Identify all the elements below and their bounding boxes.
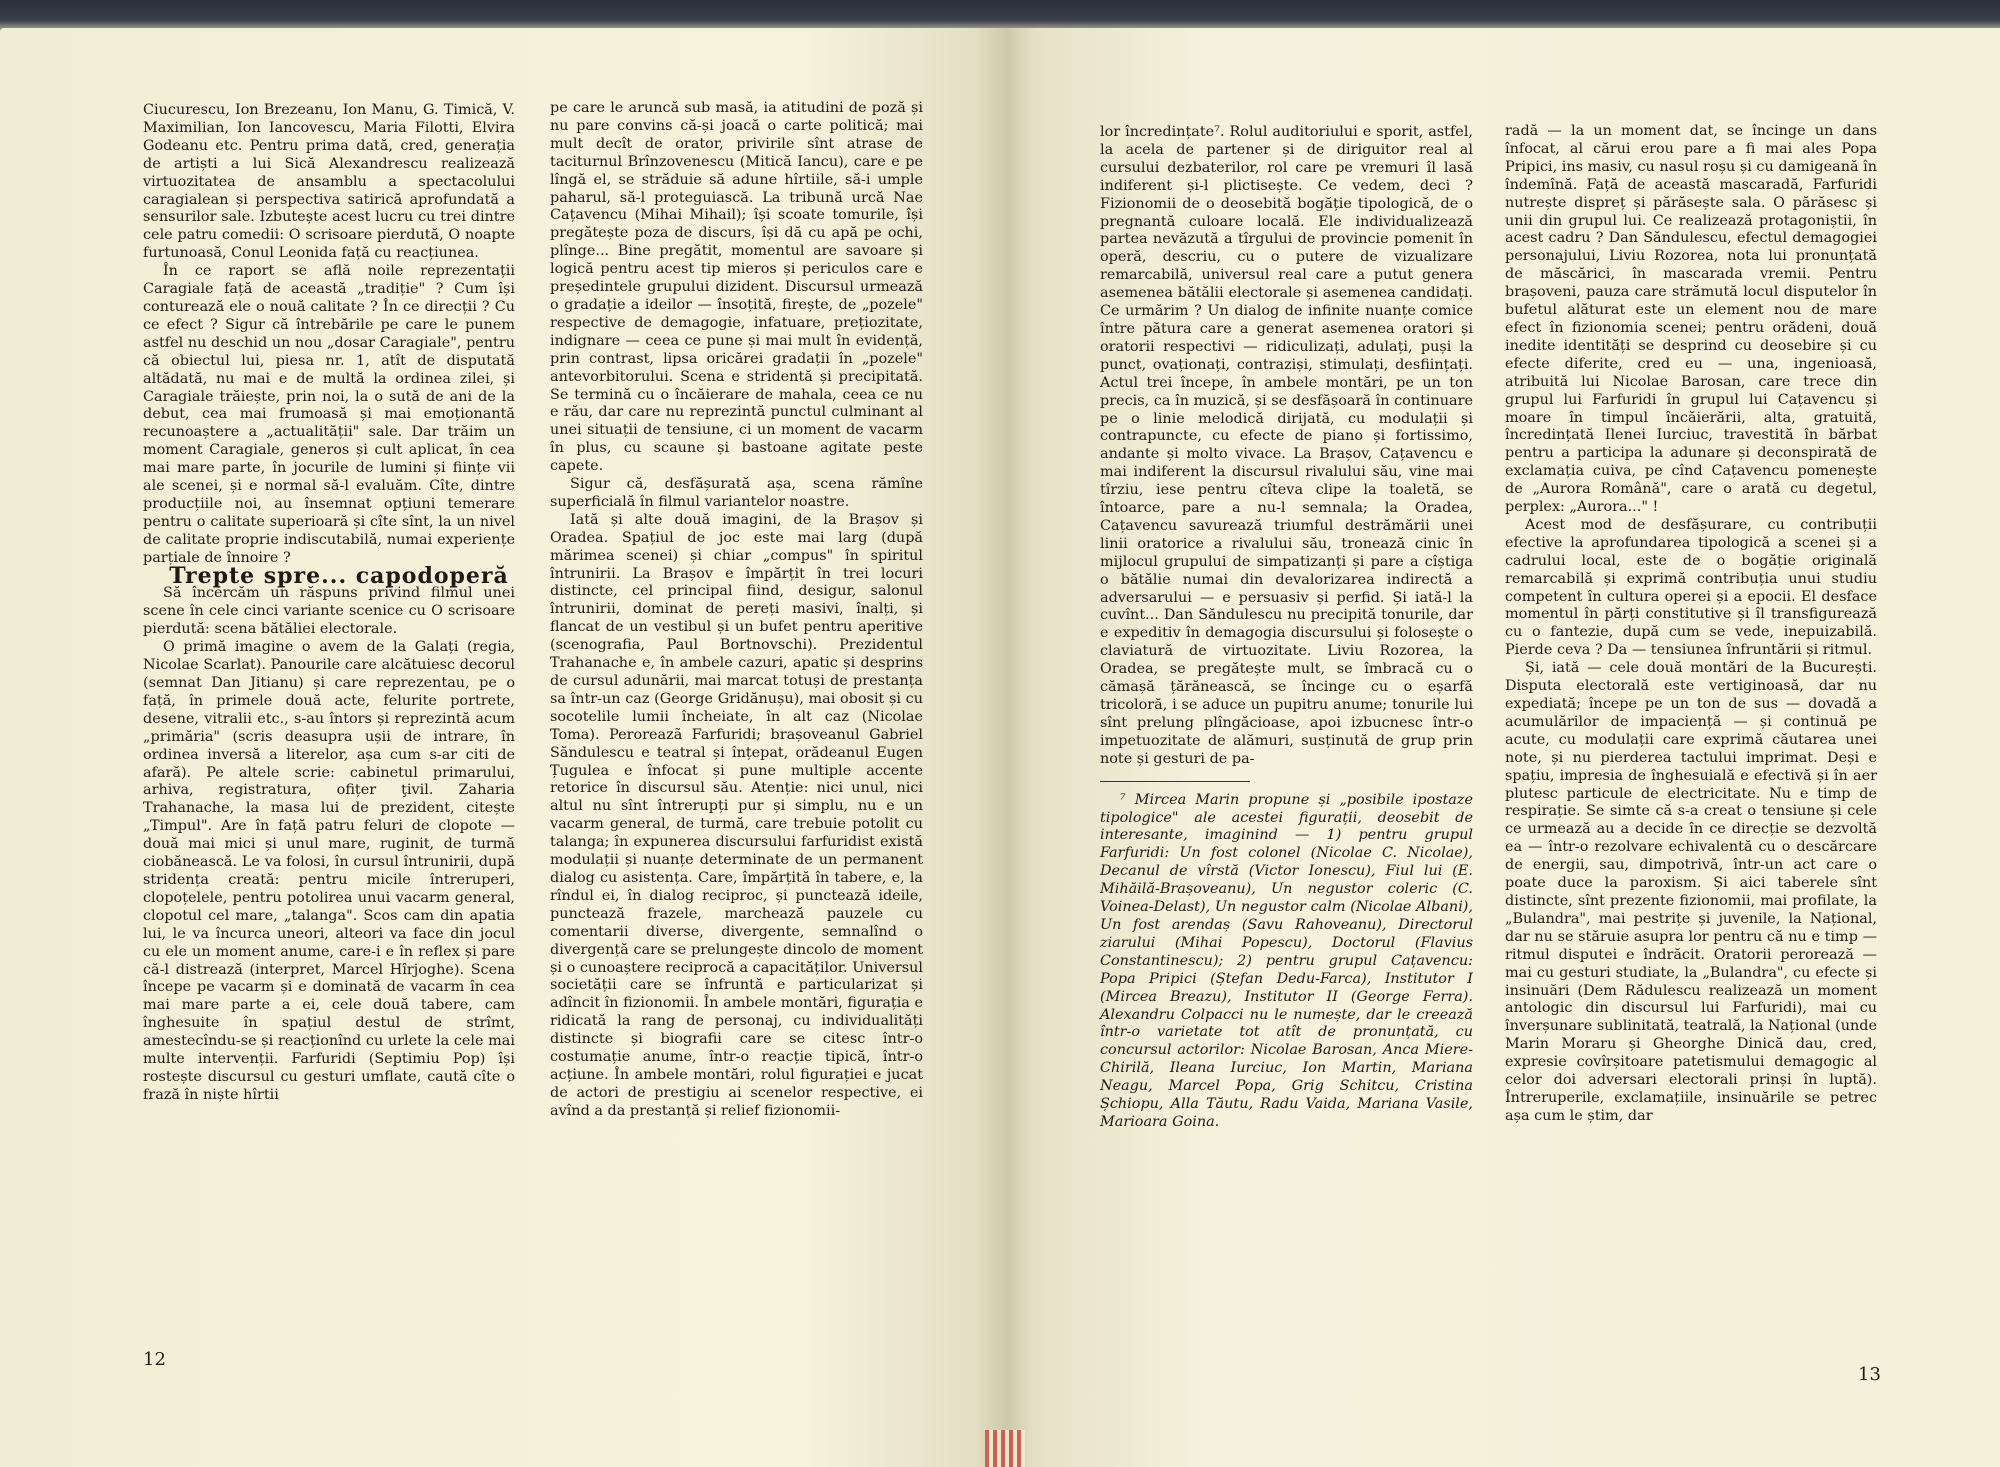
paragraph: Sigur că, desfășurată așa, scena rămîne superficială în filmul variantelor noastre.	[550, 476, 923, 510]
paragraph: Acest mod de desfășurare, cu contribuții efective la aprofundarea tipologică a scenei și a cadrului local, este de o bogăție originală remarcabilă și exprimă contribuția unui studiu competent în cultura operei și a epocii. El desface momentul în părți constitutive și îl transfigurează cu o fantezie, după cum se vede, inepuizabilă. Pierde ceva ? Da — tensiunea înfruntării și ritmul.	[1505, 516, 1877, 659]
right-page-column-1	[1100, 124, 1473, 1132]
binding-thread	[985, 1430, 1025, 1467]
footnote: ⁷ Mircea Marin propune și „posibile ipostaze tipologice" ale acestei figurații, deosebit de interesante, imaginind — 1) pentru grupul Farfuridi: Un fost colonel (Nicolae C. Nicolae), Decanul de vîrstă (Victor Ionescu), Fiul lui (E. Mihăilă-Brașoveanu), Un negustor coleric (C. Voinea-Delast), Un negustor calm (Nicolae Albani), Un fost arendaș (Savu Rahoveanu), Directorul ziarului (Mihai Popescu), Doctorul (Flavius Constantinescu); 2) pentru grupul Cațavencu: Popa Pripici (Ștefan Dedu-Farca), Institutor I (Mircea Breazu), Institutor II (George Ferra). Alexandru Colpacci nu le numește, dar le creează într-o varietate tot atît de pronunțată, cu concursul actorilor: Nicolae Barosan, Anca Miere-Chirilă, Ileana Iurciuc, Ion Martin, Mariana Neagu, Marcel Popa, Grig Schitcu, Cristina Șchiopu, Alla Tăutu, Radu Vaida, Mariana Vasile, Marioara Goina.	[1100, 791, 1473, 1130]
page-number: 12	[143, 1349, 166, 1370]
paragraph: În ce raport se află noile reprezentații Caragiale față de această „tradiție" ? Cum își conturează ele o nouă calitate ? În ce direcții ? Cu ce efect ? Sigur că întrebările pe care le punem astfel nu deschid un nou „dosar Caragiale", pentru că obiectul lui, piesa nr. 1, atît de disputată altădată, nu mai e de multă la ordinea zilei, și Caragiale trăiește, prin noi, la o sută de ani de la debut, cea mai frumoasă și mai emoționantă recunoaștere a „actualității" sale. Dar trăim un moment Caragiale, generos și cult aplicat, în cea mai mare parte, în jocurile de lumini și ființe vii ale scenei, și e normal să-l evaluăm. Cîte, dintre producțiile noi, au însemnat opțiuni temerare pentru o calitate superioară și cîte sînt, la un nivel de calitate proprie indiscutabilă, numai experiențe parțiale de înnoire ?	[143, 263, 515, 566]
page-number: 13	[1858, 1364, 1881, 1385]
left-page-column-1	[143, 102, 515, 1105]
paragraph: Să încercăm un răspuns privind filmul unei scene în cele cinci variante scenice cu O scrisoare pierdută: scena bătăliei electorale.	[143, 585, 515, 638]
right-page-column-2	[1505, 123, 1877, 1126]
paragraph: lor încredințate⁷. Rolul auditoriului e sporit, astfel, la acela de partener și de diriguitor real al cursului dezbaterilor, rol care pe vremuri îl lasă indiferent și-l plictisește. Ce vedem, deci ? Fizionomii de o deosebită bogăție tipologică, de o pregnantă culoare locală. Ele individualizează partea nevăzută a tîrgului de provincie pomenit în operă, descriu, cu o putere de vizualizare remarcabilă, universul real care a putut genera asemenea bătălii electorale și asemenea candidați. Ce urmărim ? Un dialog de infinite nuanțe comice între pătura care a generat asemenea oratori și oratorii respectivi — ridiculizați, adulați, puși la punct, ovaționați, contraziși, stimulați, desființați. Actul trei începe, în ambele montări, pe un ton precis, ca în muzică, și se desfășoară în continuare pe o linie melodică dirijată, cu modulații și contrapuncte, cu efecte de piano și fortissimo, andante și molto vivace. La Brașov, Cațavencu e mai indiferent la discursul rivalului său, vine mai tîrziu, iese pentru cîteva clipe la toaletă, se întoarce, pare a nu-l semnala; la Oradea, Cațavencu savurează triumful destrămării unei linii oratorice a rivalului său, tronează cinic în mijlocul grupului de simpatizanți și pare a cîștiga o bătălie numai din devalorizarea indirectă a adversarului — e persuasiv și perfid. Și iată-l la cuvînt... Dan Săndulescu nu precipită tonurile, dar e expeditiv în demagogia discursului și folosește o claviatură de virtuozitate. Liviu Rozorea, la Oradea, se pregătește mult, se îmbracă cu o cămașă țărănească, se încinge cu o eșarfă tricoloră, i se aduce un pupitru anume; tonurile lui sînt prelung plîngăcioase, apoi izbucnesc într-o impetuozitate de alămuri, susținută de grup prin note și gesturi de pa-	[1100, 124, 1473, 767]
paragraph: Ciucurescu, Ion Brezeanu, Ion Manu, G. Timică, V. Maximilian, Ion Iancovescu, Maria Filotti, Elvira Godeanu etc. Pentru prima dată, cred, generația de artiști a lui Sică Alexandrescu realizează virtuozitatea de ansamblu a spectacolului caragialean și perspectiva satirică aprofundată a sensurilor sale. Izbutește acest lucru cu trei dintre cele patru comedii: O scrisoare pierdută, O noapte furtunoasă, Conul Leonida față cu reacțiunea.	[143, 102, 515, 262]
paragraph: radă — la un moment dat, se încinge un dans înfocat, al cărui erou pare a fi mai ales Popa Pripici, ins masiv, cu nasul roșu și cu damigeană în îndemînă. Față de această mascaradă, Farfuridi nutrește dispreț și părăsește sala. O părăsesc și unii din grupul lui. Ce realizează protagoniștii, în acest cadru ? Dan Săndulescu, efectul demagogiei personajului, Liviu Rozorea, nota lui pronunțată de măscărici, în mascarada vremii. Pentru brașoveni, pauza care strămută locul disputelor în bufetul alăturat este un element nou de mare efect în fizionomia scenei; pentru orădeni, două inedite identități se desprind cu deosebire și cu efecte diferite, cred eu — una, ingenioasă, atribuită lui Nicolae Barosan, care trece din grupul lui Farfuridi în grupul lui Cațavencu și moare în timpul încăierării, alta, gratuită, încredințată Ilenei Iurciuc, travestită în bărbat pentru a participa la adunare și deconspirată de exclamația cuiva, pe cînd Cațavencu pomenește de „Aurora Română", care o arată cu degetul, perplex: „Aurora..." !	[1505, 123, 1877, 516]
paragraph: O primă imagine o avem de la Galați (regia, Nicolae Scarlat). Panourile care alcătuiesc decorul (semnat Dan Jitianu) și care reprezentau, pe o față, în primele două acte, felurite portrete, desene, vitralii etc., s-au întors și reprezintă acum „primăria" (scris deasupra ușii de intrare, în ordinea inversă a literelor, așa cum s-ar citi de afară). Pe altele scrie: cabinetul primarului, arhiva, registratura, ofițer ţivil. Zaharia Trahanache, la masa lui de prezident, citește „Timpul". Are în față patru feluri de clopote — două mai mici și unul mare, ruginit, de turmă ciobănească. Le va folosi, în cursul întrunirii, după stridența creată: pentru micile întreruperi, clopoțelele, pentru potolirea unui vacarm general, clopotul cel mare, „talanga". Scos cam din apatia lui, le va încurca uneori, alteori va face din jocul cu ele un moment anume, care-i e în reflex și pare că-l distrează (interpret, Marcel Hîrjoghe). Scena începe pe vacarm și e dominată de vacarm în cea mai mare parte a ei, cele două tabere, cam înghesuite în spațiul destul de strîmt, amestecîndu-se și reacționînd cu urlete la cele mai multe intervenții. Farfuridi (Septimiu Pop) își rostește discursul cu gesturi umflate, caută cîte o frază în niște hîrtii	[143, 639, 515, 1103]
paragraph: Iată și alte două imagini, de la Brașov și Oradea. Spațiul de joc este mai larg (după mărimea scenei) și chiar „compus" în spiritul întrunirii. La Brașov e împărțit în trei locuri distincte, cel principal fiind, desigur, salonul întrunirii, dominat de pereți masivi, înalți, și flancat de un vestibul și un bufet pentru aperitive (scenografia, Paul Bortnovschi). Prezidentul Trahanache e, în ambele cazuri, apatic și desprins de cursul adunării, mai marcat totuși de prestanța sa într-un caz (George Gridănușu), mai obosit și cu socotelile lumii încheiate, în alt caz (Nicolae Toma). Peroreazã Farfuridi; brașoveanul Gabriel Săndulescu e teatral și înțepat, orădeanul Eugen Țugulea e înfocat și pune multiple accente retorice în discursul său. Atenție: nici unul, nici altul nu sînt întrerupți pur și simplu, nu e un vacarm general, de turmă, care trebuie potolit cu talanga; în expunerea discursului farfuridist există modulații și nuanțe determinate de un permanent dialog cu asistența. Care, împărțită în tabere, e, la rîndul ei, în dialog reciproc, și punctează ideile, punctează frazele, marchează pauzele cu comentarii diverse, divergente, semnalînd o divergență care se prelungește dincolo de moment și o cunoaștere reciprocă a capacităților. Universul societății care se înfruntă e particularizat și adîncit în fizionomii. În ambele montări, figurația e ridicată la rang de personaj, cu individualități distincte și biografii care se citesc într-o costumație anume, într-o reacție tipică, într-o acțiune. În ambele montări, rolul figurației e jucat de actori de prestigiu ai scenelor respective, ei avînd a da prestanță și relief fizionomii-	[550, 511, 923, 1119]
right-page	[1005, 28, 2000, 1467]
paragraph: Și, iată — cele două montări de la București. Disputa electorală este vertiginoasă, dar nu expediată; începe pe un ton de sus — dovadă a acumulărilor de impaciență — și continuă pe acute, cu modulații care exprimă căutarea unei note, și nu pierderea tactului imprimat. Deși e spațiu, impresia de înghesuială e efectivă și în aer plutesc particule de electricitate. Nu e timp de respirație. Se simte că s-a creat o tensiune și cele ce urmează au a decide în ce direcție se dezvoltă ea — într-o rezolvare echivalentă cu o descărcare de energii, sau, dimpotrivă, într-un act care o poate duce la paroxism. Și aici taberele sînt distincte, sînt prezente fizionomii, mai profilate, la „Bulandra", mai pestrițe și juvenile, la Național, dar nu se stăruie asupra lor pentru că nu e timp — ritmul disputei e îndrăcit. Oratorii perorează — mai cu gesturi studiate, la „Bulandra", cu efecte și insinuări (Dem Rădulescu realizează un moment antologic din discursul lui Farfuridi), mai cu înverșunare sublinitată, teatrală, la Național (unde Marin Moraru și Gheorghe Dinică dau, cred, expresie covîrșitoare patetismului demagogic al celor doi adversari electorali prinși în luptă). Întreruperile, exclamațiile, insinuările se petrec așa cum le știm, dar	[1505, 660, 1878, 1124]
left-page	[0, 28, 1005, 1467]
left-page-column-2	[550, 100, 923, 1121]
footnote-divider	[1100, 781, 1250, 782]
section-heading: Trepte spre... capodoperă	[169, 562, 509, 589]
paragraph: pe care le aruncă sub masă, ia atitudini de poză și nu pare convins că-și joacă o carte politică; mai mult decît de orator, privirile sînt atrase de taciturnul Brînzovenescu (Mitică Iancu), care e pe lîngă el, se străduie să adune hîrtiile, să-i umple paharul, să-l proteguiască. La tribună urcă Nae Cațavencu (Mihai Mihail); își scoate tomurile, își pregătește poza de discurs, își dă cu apă pe ochi, plînge... Bine pregătit, momentul are savoare și logică pentru acest tip mieros și periculos care e președintele grupului dizident. Discursul urmează o gradație a ideilor — însoțită, firește, de „pozele" respective de demagogie, infatuare, prețiozitate, indignare — ceea ce pune și mai mult în evidență, prin contrast, lipsa oricărei gradații în „pozele" antevorbitorului. Scena e stridentă și precipitată. Se termină cu o încăierare de mahala, ceea ce nu e rău, dar care nu reprezintă punctul culminant al unei situații de tensiune, ci un moment de vacarm în plus, cu scaune și bastoane agitate peste capete.	[550, 100, 923, 475]
